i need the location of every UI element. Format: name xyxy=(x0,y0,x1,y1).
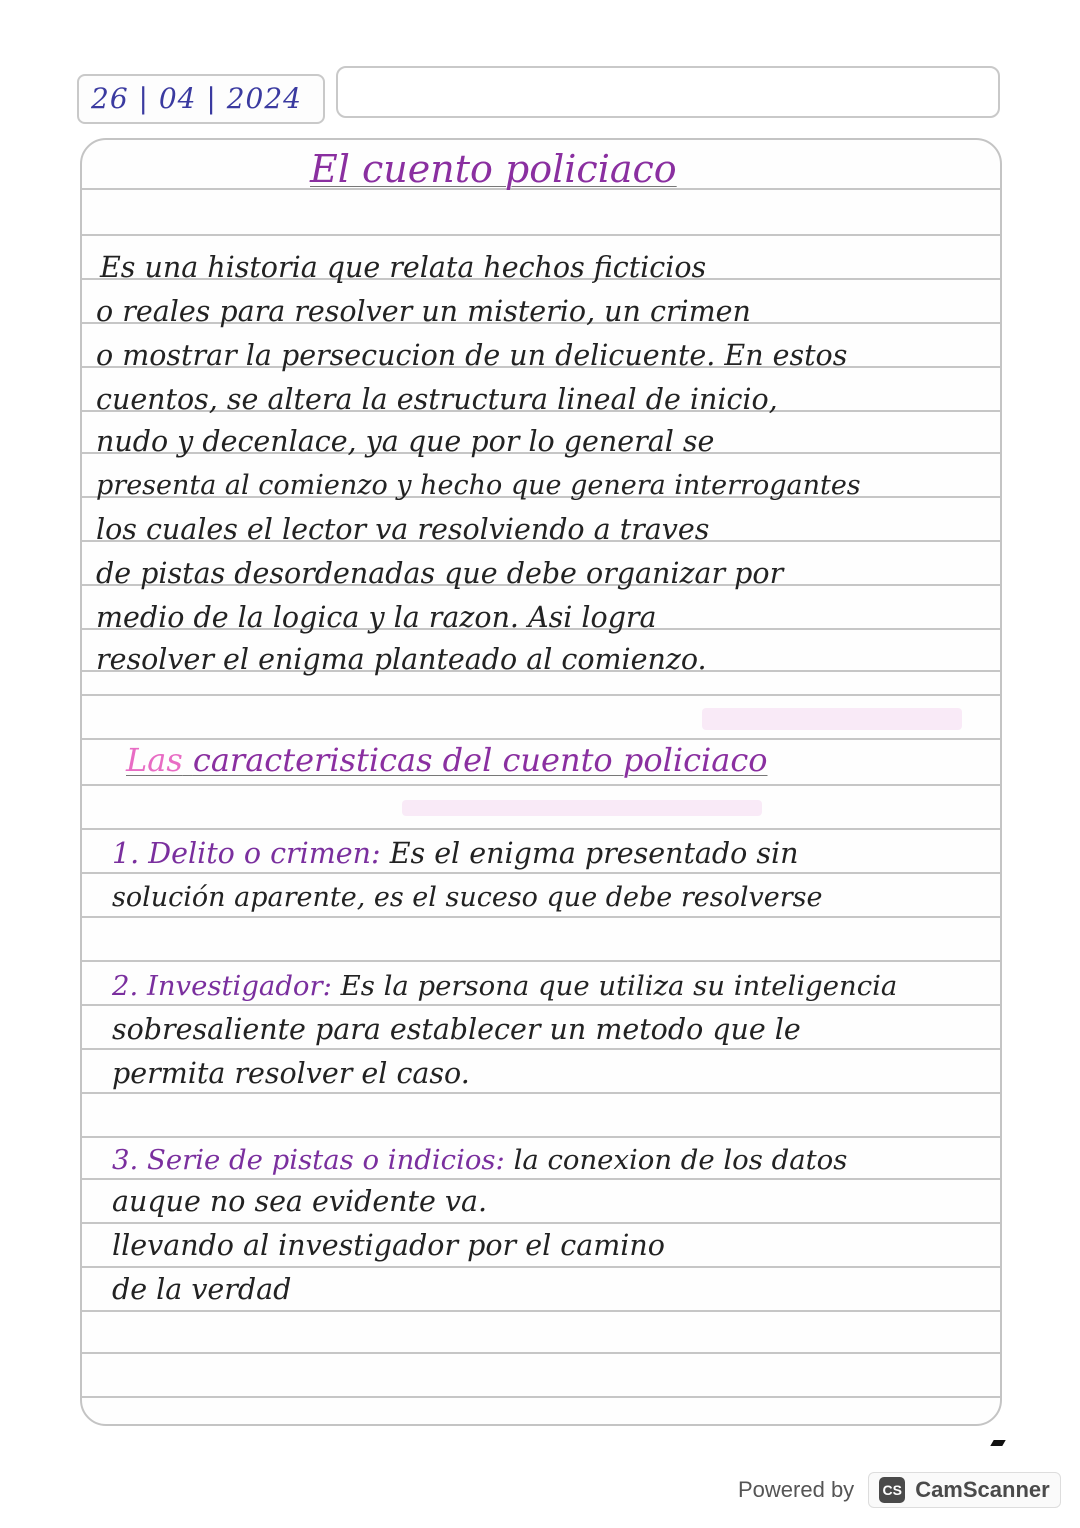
item-3-line-2: auque no sea evidente va. xyxy=(112,1185,488,1218)
date: 26 | 04 | 2024 xyxy=(91,82,302,115)
item-1-text: Es el enigma presentado sin xyxy=(389,837,799,870)
highlight-ghost xyxy=(702,708,962,730)
item-2-line-3: permita resolver el caso. xyxy=(112,1057,470,1090)
intro-line: Es una historia que relata hechos ficticios xyxy=(100,251,707,284)
powered-by-text: Powered by xyxy=(738,1477,855,1502)
item-1-line-2: solución aparente, es el suceso que debe resolverse xyxy=(112,882,823,913)
item-2-label: 2. Investigador: xyxy=(112,970,332,1002)
camscanner-logo-icon: CS xyxy=(879,1477,905,1503)
camscanner-brand: CamScanner xyxy=(915,1477,1050,1502)
item-2-text: Es la persona que utiliza su inteligencia xyxy=(340,970,898,1002)
item-3-line-3: llevando al investigador por el camino xyxy=(112,1229,665,1262)
intro-line: nudo y decenlace, ya que por lo general se xyxy=(96,425,715,458)
intro-line: resolver el enigma planteado al comienzo. xyxy=(96,643,707,676)
camscanner-badge xyxy=(868,1472,1061,1508)
item-3-text: la conexion de los datos xyxy=(513,1144,848,1176)
intro-line: los cuales el lector va resolviendo a traves xyxy=(96,513,710,546)
intro-line: medio de la logica y la razon. Asi logra xyxy=(96,601,657,634)
item-2-line-2: sobresaliente para establecer un metodo que le xyxy=(112,1013,801,1046)
intro-line: o mostrar la persecucion de un delicuente. En estos xyxy=(96,339,848,372)
section-subtitle xyxy=(126,738,768,782)
notebook-page xyxy=(80,138,1002,1426)
highlight-ghost xyxy=(402,800,762,816)
item-1-line-1 xyxy=(112,834,798,874)
intro-line: de pistas desordenadas que debe organizar por xyxy=(96,557,784,590)
date-box xyxy=(77,74,325,124)
subtitle-lead: Las xyxy=(126,741,183,779)
item-3-label: 3. Serie de pistas o indicios: xyxy=(112,1144,505,1176)
subtitle-rest: caracteristicas del cuento policiaco xyxy=(192,741,768,779)
page-corner-mark xyxy=(990,1440,1005,1446)
intro-line: o reales para resolver un misterio, un crimen xyxy=(96,295,751,328)
page-title: El cuento policiaco xyxy=(310,147,677,191)
item-2-line-1 xyxy=(112,966,897,1006)
intro-line: cuentos, se altera la estructura lineal de inicio, xyxy=(96,383,778,416)
camscanner-footer xyxy=(738,1468,1061,1512)
intro-line: presenta al comienzo y hecho que genera interrogantes xyxy=(96,470,861,501)
header-box xyxy=(336,66,1000,118)
item-1-label: 1. Delito o crimen: xyxy=(112,837,381,870)
item-3-line-4: de la verdad xyxy=(112,1273,292,1306)
item-3-line-1 xyxy=(112,1140,847,1180)
